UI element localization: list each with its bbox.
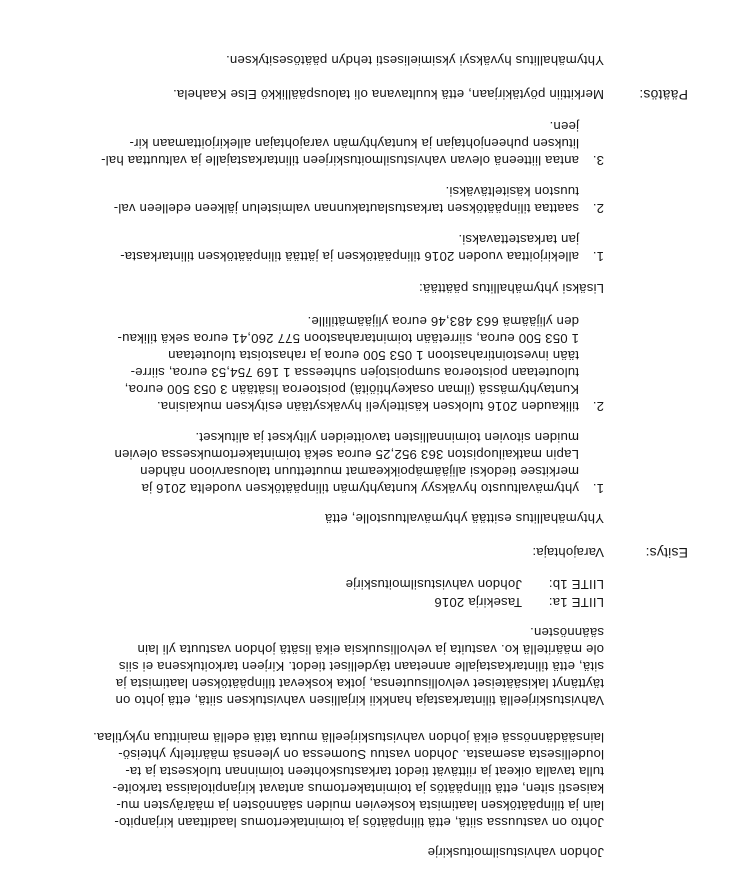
text-line: loudellisesta asemasta. Johdon vastuu Suomessa on yleensä määritelty yhteisö- [117, 747, 604, 762]
text-line: ole määritellä ko. vastuita ja velvollisuuksia eikä lisätä johdon vastuuta yli lain [137, 642, 604, 657]
text-line: tuuston käsiteltäväksi. [445, 184, 579, 199]
text-line: tuloutetaan poistoeroa sumpoistojen suhteessa 1 169 754,53 euroa, siirre- [130, 365, 579, 380]
item-number: 1. [592, 481, 604, 496]
item-number: 3. [592, 153, 604, 168]
text-line: allekirjoittaa vuoden 2016 tilinpäätöksen ja jättää tilinpäätöksen tilintarkasta- [120, 249, 579, 264]
decision-text: Merkittiin pöytäkirjaan, että kuultavana oli talouspäällikkö Else Kaahela. [172, 87, 604, 102]
proposal-presenter: Varajohtaja: [532, 545, 604, 560]
proposal-item-2 [117, 313, 579, 415]
text-line: lituksen puheenjohtajan ja kuntayhtymän varajohtajan allekirjoittamaan kir- [129, 136, 579, 151]
text-line: tään investointirahastoon 1 053 500 euroa ja rahastoista tuloutetaan [168, 348, 579, 363]
proposal-item-1 [114, 429, 579, 497]
attachment-title: Tasekirja 2016 [434, 595, 522, 610]
text-line: antaa liitteenä olevan vahvistusilmoituskirjeen tilintarkastajalle ja valtuuttaa hal- [100, 153, 579, 168]
intro-paragraph-2 [115, 624, 604, 709]
text-line: yhtymävaltuusto hyväksyy kuntayhtymän tilinpäätöksen vuodelta 2016 ja [141, 481, 579, 496]
text-line: jan tarkastettavaksi. [458, 232, 579, 247]
text-line: Johto on vastuussa siitä, että tilinpäätös ja toimintakertomus laadittaan kirjanpito- [114, 815, 604, 830]
text-line: muiden sitovien toiminnallisten tavoitteiden ylitykset ja alitukset. [195, 430, 579, 445]
text-line: Lapin matkailuopiston 363 952,25 euroa sekä toimintakertomuksessa olevien [114, 447, 579, 462]
proposal-intro: Yhtymähallitus esittää yhtymävaltuustolle, että [324, 511, 604, 526]
decision-text: Yhtymähallitus hyväksyi yksimielisesti tehdyn päätösesityksen. [225, 53, 604, 68]
text-line: saattaa tilinpäätöksen tarkastuslautakunnan valmistelun jälkeen edelleen val- [113, 201, 579, 216]
further-item-2 [113, 183, 579, 217]
attachment-code: LIITE 1b: [548, 577, 604, 592]
proposal-label: Esitys: [645, 545, 688, 561]
intro-paragraph-1 [93, 729, 604, 831]
text-line: 1 053 500 euroa, siirretään toimintarahastoon 577 260,41 euroa sekä tilikau- [117, 331, 579, 346]
decision-label: Päätös: [639, 87, 688, 103]
attachment-title: Johdon vahvistusilmoituskirje [345, 577, 522, 592]
item-number: 2. [592, 399, 604, 414]
text-line: merkitsee tiedoksi alijäämäpoikkeamat muutettuun talousarvioon nähden [140, 464, 579, 479]
text-line: sitä, että tilintarkastajalle annetaan täydelliset tiedot. Kirjeen tarkoituksena ei siis [118, 659, 604, 674]
text-line: Kuntayhtymässä (ilman osakeyhtiöitä) poistoeroa lisätään 3 053 500 euroa, [124, 382, 579, 397]
attachment-code: LIITE 1a: [548, 595, 604, 610]
item-number: 2. [592, 201, 604, 216]
text-line: tulla tavalla oikeat ja riittävät tiedot tarkastuskohteen toiminnan tuloksesta ja ta- [125, 764, 604, 779]
further-item-1 [120, 231, 579, 265]
text-line: den ylijäämä 663 483,46 euroa ylijäämätilille. [307, 314, 579, 329]
text-line: säännösten. [529, 625, 604, 640]
text-line: kaisesti siten, että tilinpäätös ja toimintakertomus antavat kirjanpitolaissa tarkoite- [112, 781, 604, 796]
text-line: lainsäädännössä eikä johdon vahvistuskirjeellä muuta tätä edellä mainittua nykytilaa. [92, 730, 604, 745]
further-item-3 [101, 118, 579, 169]
item-number: 1. [592, 249, 604, 264]
text-line: lain ja tilinpäätöksen laatimista koskevien muiden säännösten ja määräysten mu- [116, 798, 604, 813]
document-heading: Johdon vahvistusilmoituskirje [427, 845, 604, 860]
text-line: Vahvistuskirjeellä tilintarkastaja hankkii kirjallisen vahvistuksen siitä, että johto on [115, 693, 604, 708]
further-intro: Lisäksi yhtymähallitus päättää: [418, 281, 604, 296]
text-line: tilikauden 2016 tuloksen käsittelyeli hyväksytään esityksen mukaisina. [156, 399, 579, 414]
text-line: täyttänyt lakisääteiset velvollisuutensa, jotka koskevat tilinpäätöksen laatimista ja [115, 676, 604, 691]
text-line: jeen. [549, 119, 579, 134]
